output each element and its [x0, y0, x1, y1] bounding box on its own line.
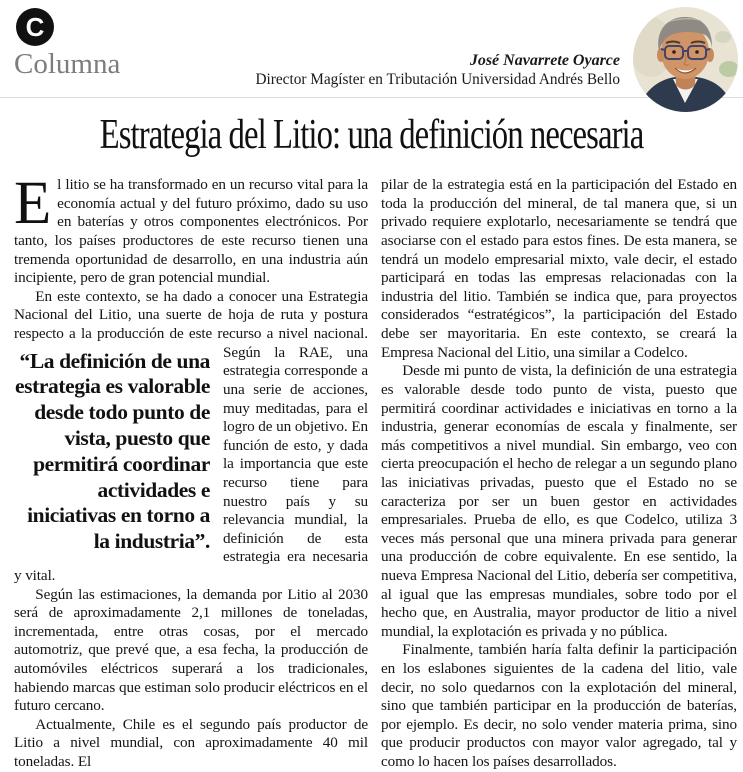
author-name: José Navarrete Oyarce — [469, 52, 620, 69]
paragraph-lead-text: l litio se ha transformado en un recurso vital para la economía actual y del futuro próximo, dado su uso en baterías y otros componentes electrónicos. Por tanto, los países productores de este recurso tienen una tremenda oportunidad de desarrollo, en una industria aún incipiente, pero de gran potencial mundial. — [14, 176, 368, 287]
author-photo — [633, 7, 738, 112]
paragraph-text: En este contexto, se ha dado a conocer una Estrategia Nacional del Litio, una suerte de hoja de ruta y postura respecto a la producción de este recurso a nivel nacional. Según la — [14, 287, 368, 361]
logo-letter: C — [25, 11, 45, 42]
author-title: Director Magíster en Tributación Universidad Andrés Bello — [255, 70, 620, 88]
paragraph-lead — [14, 170, 368, 288]
author-photo-illustration — [633, 7, 738, 112]
author-block — [255, 52, 620, 88]
article-headline: Estrategia del Litio: una definición necesaria — [99, 112, 644, 158]
paragraph: Según las estimaciones, la demanda por Litio al 2030 será de aproximadamente 2,1 millones de toneladas, incrementada, entre otras cosas, por el mercado automotriz, que prevé que, a esa fecha, la producción de automóviles eléctricos superará a los tradicionales, habiendo marcas que estiman solo producir eléctricos en el futuro cercano. — [14, 585, 368, 715]
article-column-right — [381, 176, 737, 772]
section-label: Columna — [14, 48, 121, 80]
article-column-left — [14, 170, 368, 772]
paragraph-text: RAE, una estrategia corresponde a una serie de acciones, muy meditadas, para el logro de un objetivo. En función de esto, y dada la importancia que este recurso tiene para nuestro país y su relevancia mundial, la definición de esta estrategia era necesaria y vital. — [14, 343, 368, 584]
paragraph: Desde mi punto de vista, la definición de una estrategia es valorable desde todo punto de vista, puesto que permitirá coordinar actividades e iniciativas en torno a la industria, generar economías de escala y finalmente, ser más competitivos a nivel mundial. Sin embargo, veo con cierta preocupación el hecho de relegar a un segundo plano las iniciativas privadas, puesto que el Estado no se caracteriza por ser un buen gestor en actividades empresariales. Prueba de ello, es que Codelco, utiliza 3 veces más personal que una minera privada para generar una producción de cobre equivalente. En ese sentido, la nueva Empresa Nacional del Litio, debería ser competitiva, al igual que las empresas mundiales, sobre todo por el hecho que, en Australia, mayor productor de litio a nivel mundial, la explotación es privada y no pública. — [381, 362, 737, 640]
page-header — [0, 0, 743, 98]
paragraph: pilar de la estrategia está en la participación del Estado en toda la producción del mineral, de tal manera que, si un privado requiere explotarlo, necesariamente se tendrá que asociarse con el estado para estos fines. De esta manera, se tendrá un modelo empresarial mixto, vale decir, el estado participará en todas las empresas relacionadas con la industria del litio. También se indica que, para proyectos considerados “estratégicos”, la participación del Estado debe ser mayoritaria. En este contexto, se creará la Empresa Nacional del Litio, una similar a Codelco. — [381, 176, 737, 361]
column-logo — [16, 8, 54, 46]
paragraph: Actualmente, Chile es el segundo país productor de Litio a nivel mundial, con aproximadamente 40 mil toneladas. El — [14, 715, 368, 771]
paragraph — [14, 288, 368, 586]
drop-cap: E — [14, 170, 52, 238]
article-body — [0, 158, 743, 772]
paragraph: Finalmente, también haría falta definir la participación en los eslabones siguientes de la cadena del litio, vale decir, no solo quedarnos con la explotación del mineral, sino que también participar en la producción de baterías, por ejemplo. Es decir, no solo vender materia prima, sino que producir productos con mayor valor agregado, tal y como lo hacen los países desarrollados. — [381, 641, 737, 771]
pull-quote: “La definición de una estrategia es valorable desde todo punto de vista, puesto que permitirá coordinar actividades e iniciativas en torno a la industria”. — [15, 348, 210, 554]
